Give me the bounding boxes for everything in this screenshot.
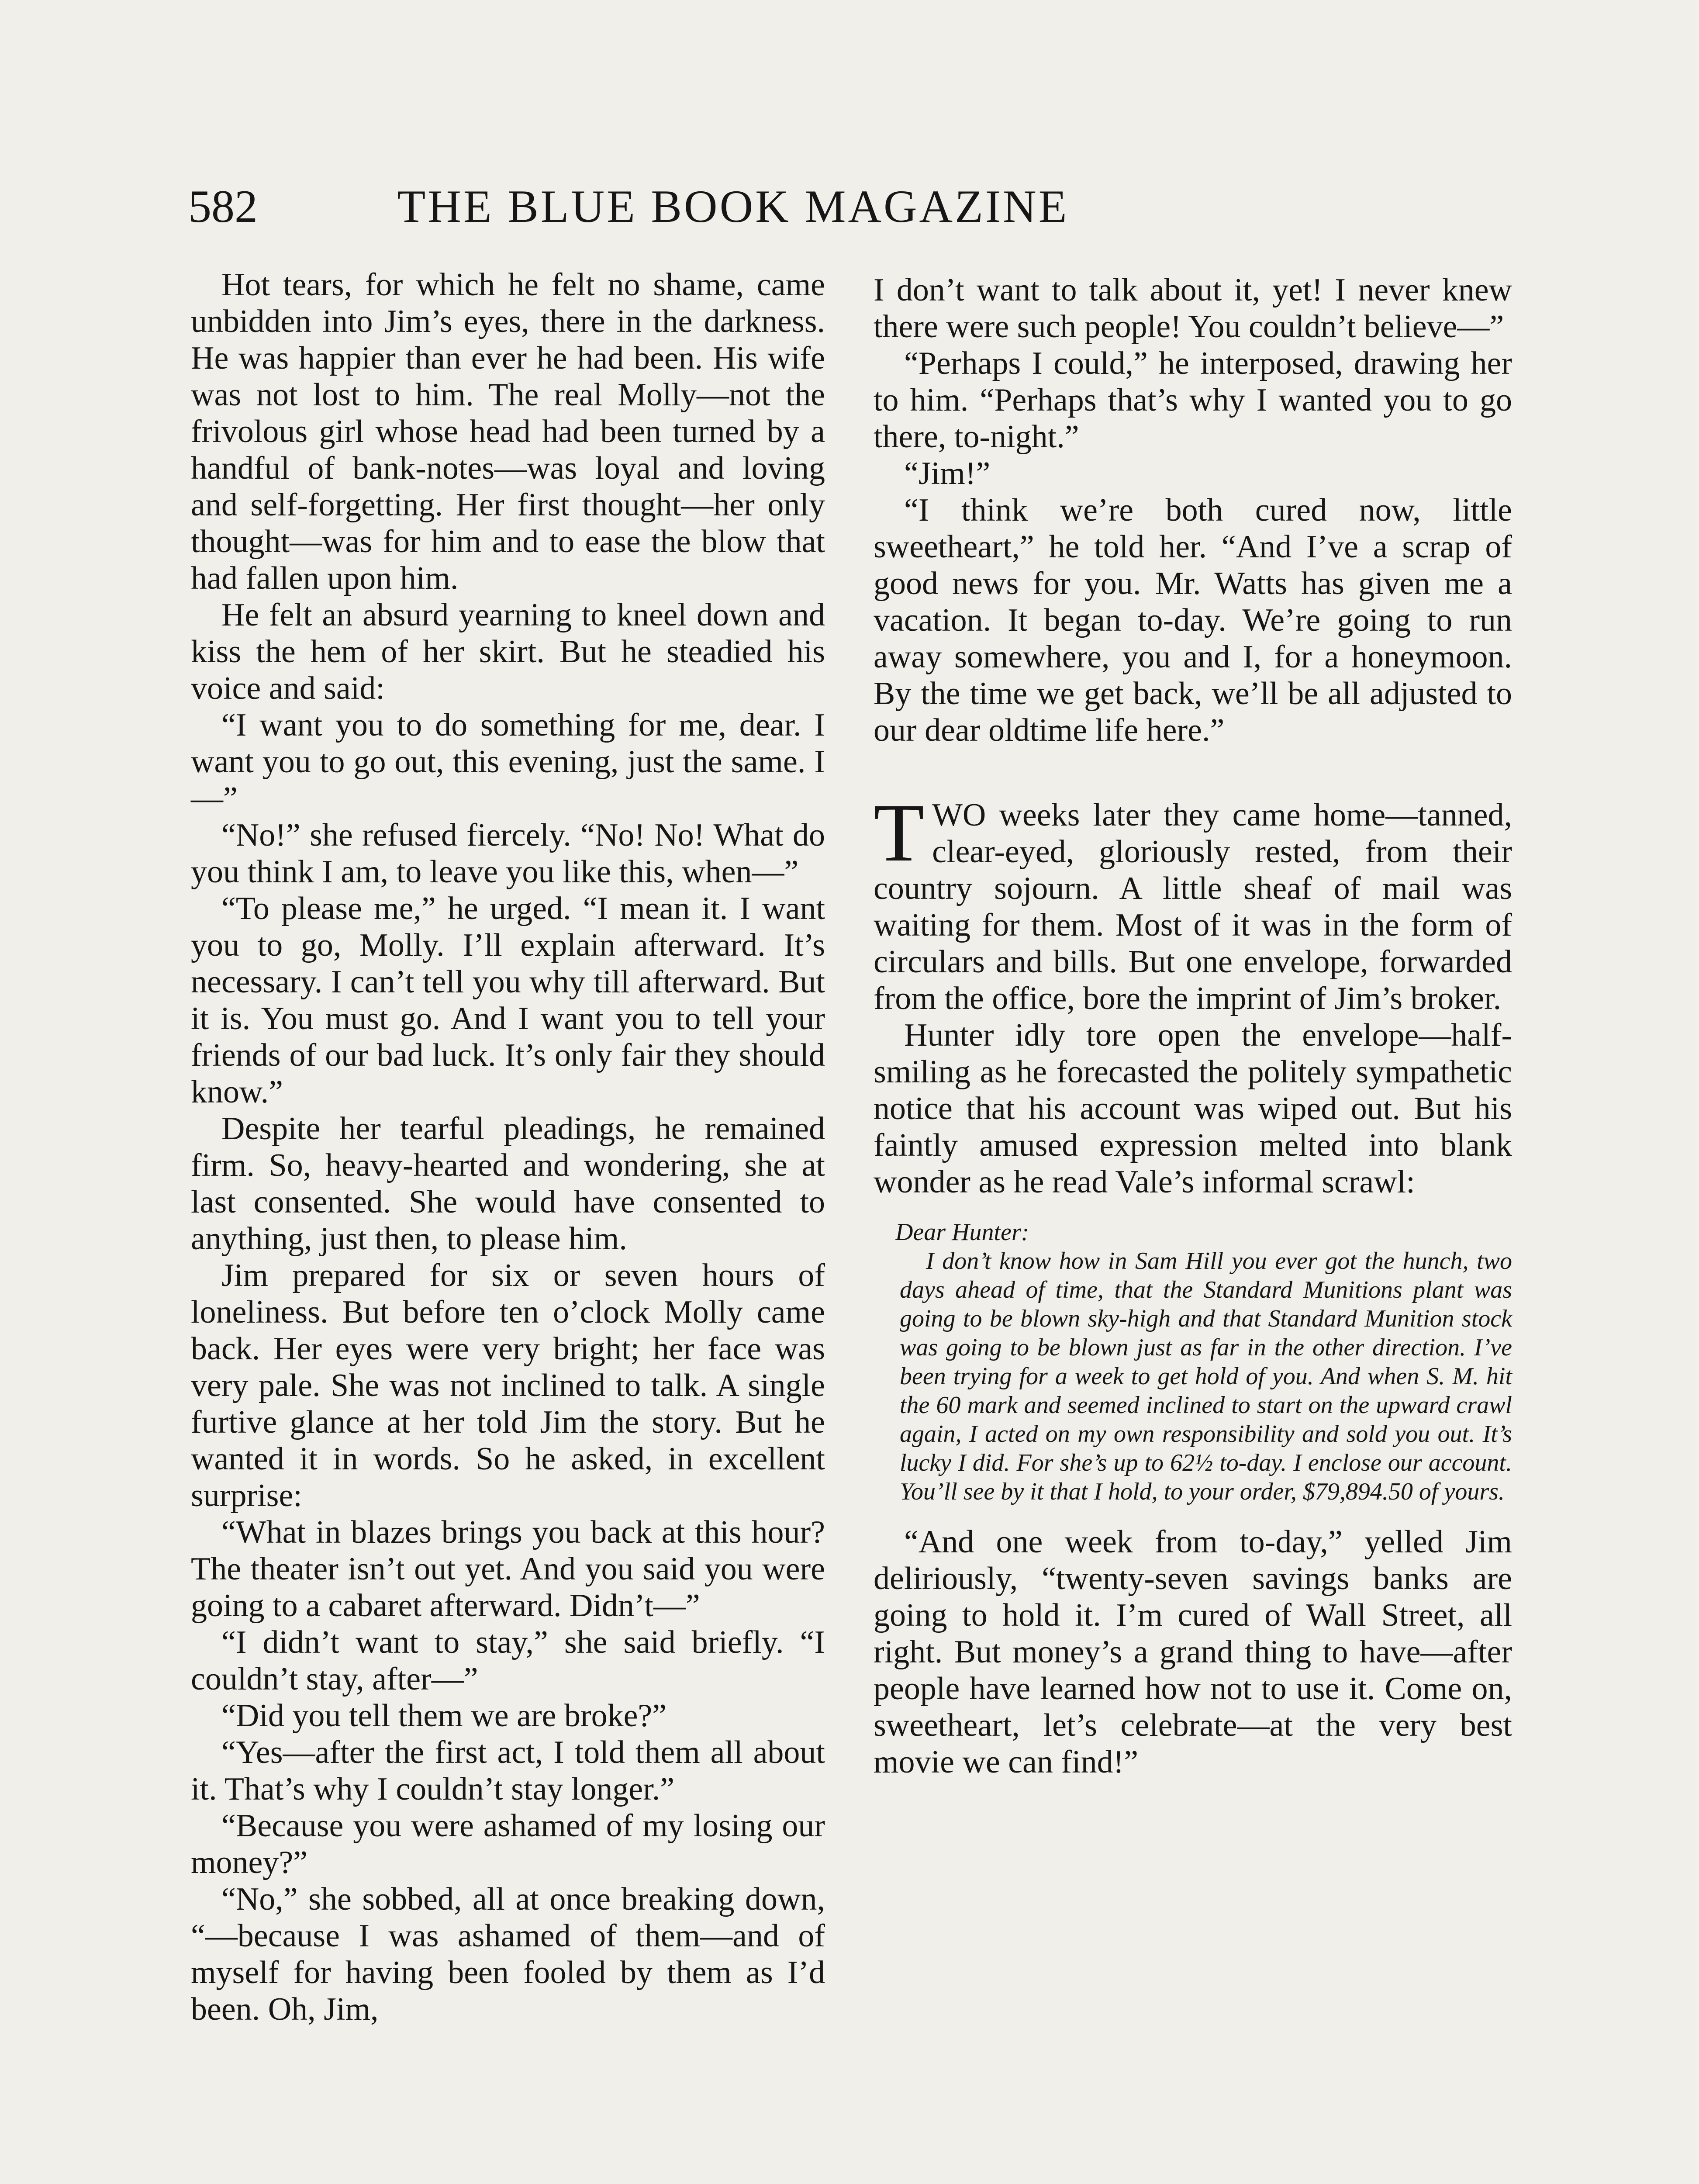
paragraph: “Did you tell them we are broke?” [221, 1698, 667, 1734]
letter-salutation: Dear Hunter: [895, 1219, 1029, 1246]
paragraph: “Yes—after the first act, I told them all about it. That’s why I couldn’t stay longer.” [191, 1735, 825, 1807]
section-opening-paragraph [874, 787, 1512, 1017]
paragraph: “I want you to do something for me, dear. I want you to go out, this evening, just the same. I—” [191, 707, 825, 816]
magazine-title: THE BLUE BOOK MAGAZINE [397, 181, 1069, 232]
section-break [874, 749, 1512, 797]
paragraph: Hunter idly tore open the envelope—half-smiling as he forecasted the politely sympathetic notice that his account was wiped out. But his faintly amused expression melted into blank wonder as he read Vale’s informal scrawl: [874, 1017, 1512, 1200]
left-column [191, 266, 825, 2028]
letter-body: I don’t know how in Sam Hill you ever got the hunch, two days ahead of time, that the Standard Munitions plant was going to be blown sky-high and that Standard Munition stock was going to be blown just as far in the other direction. I’ve been trying for a week to get hold of you. And when S. M. hit the 60 mark and seemed inclined to start on the upward crawl again, I acted on my own responsibility and sold you out. It’s lucky I did. For she’s up to 62½ to-day. I enclose our account. You’ll see by it that I hold, to your order, $79,894.50 of yours. [900, 1248, 1512, 1505]
drop-cap: T [874, 787, 925, 879]
paragraph: “Perhaps I could,” he interposed, drawing her to him. “Perhaps that’s why I wanted you to go there, to-night.” [874, 346, 1512, 455]
page-header [188, 174, 1243, 239]
paragraph: “No!” she refused fiercely. “No! No! What do you think I am, to leave you like this, when—” [191, 817, 825, 890]
paragraph: Jim prepared for six or seven hours of loneliness. But before ten o’clock Molly came back. Her eyes were very bright; her face was very pale. She was not inclined to talk. A single furtive glance at her told Jim the story. But he wanted it in words. So he asked, in excellent surprise: [191, 1258, 825, 1514]
page-number: 582 [188, 181, 258, 232]
paragraph: “Jim!” [904, 456, 991, 491]
paragraph: I don’t want to talk about it, yet! I never knew there were such people! You couldn’t believe—” [874, 272, 1512, 345]
paragraph: “What in blazes brings you back at this hour? The theater isn’t out yet. And you said you were going to a cabaret afterward. Didn’t—” [191, 1514, 825, 1624]
section-opening-text: WO weeks later they came home—tanned, clear-eyed, gloriously rested, from their country sojourn. A little sheaf of mail was waiting for them. Most of it was in the form of circulars and bills. But one envelope, forwarded from the office, bore the imprint of Jim’s broker. [874, 797, 1512, 1016]
paragraph: “To please me,” he urged. “I mean it. I want you to go, Molly. I’ll explain afterward. It’s necessary. I can’t tell you why till afterward. But it is. You must go. And I want you to tell your friends of our bad luck. It’s only fair they should know.” [191, 891, 825, 1110]
right-column [874, 272, 1512, 1780]
paragraph: “I think we’re both cured now, little sweetheart,” he told her. “And I’ve a scrap of good news for you. Mr. Watts has given me a vacation. It began to-day. We’re going to run away somewhere, you and I, for a honeymoon. By the time we get back, we’ll be all adjusted to our dear oldtime life here.” [874, 492, 1512, 748]
closing-paragraph: “And one week from to-day,” yelled Jim deliriously, “twenty-seven savings banks are going to hold it. I’m cured of Wall Street, all right. But money’s a grand thing to have—after people have learned how not to use it. Come on, sweetheart, let’s celebrate—at the very best movie we can find!” [874, 1524, 1512, 1780]
paragraph: “I didn’t want to stay,” she said briefly. “I couldn’t stay, after—” [191, 1624, 825, 1697]
paragraph: Hot tears, for which he felt no shame, came unbidden into Jim’s eyes, there in the darkness. He was happier than ever he had been. His wife was not lost to him. The real Molly—not the frivolous girl whose head had been turned by a handful of bank-notes—was loyal and loving and self-forgetting. Her first thought—her only thought—was for him and to ease the blow that had fallen upon him. [191, 267, 825, 596]
paragraph: He felt an absurd yearning to kneel down and kiss the hem of her skirt. But he steadied his voice and said: [191, 597, 825, 706]
paragraph: “Because you were ashamed of my losing our money?” [191, 1808, 825, 1880]
broker-letter [895, 1218, 1512, 1506]
paragraph: “No,” she sobbed, all at once breaking down, “—because I was ashamed of them—and of myself for having been fooled by them as I’d been. Oh, Jim, [191, 1881, 825, 2027]
paragraph: Despite her tearful pleadings, he remained firm. So, heavy-hearted and wondering, she at last consented. She would have consented to anything, just then, to please him. [191, 1111, 825, 1257]
